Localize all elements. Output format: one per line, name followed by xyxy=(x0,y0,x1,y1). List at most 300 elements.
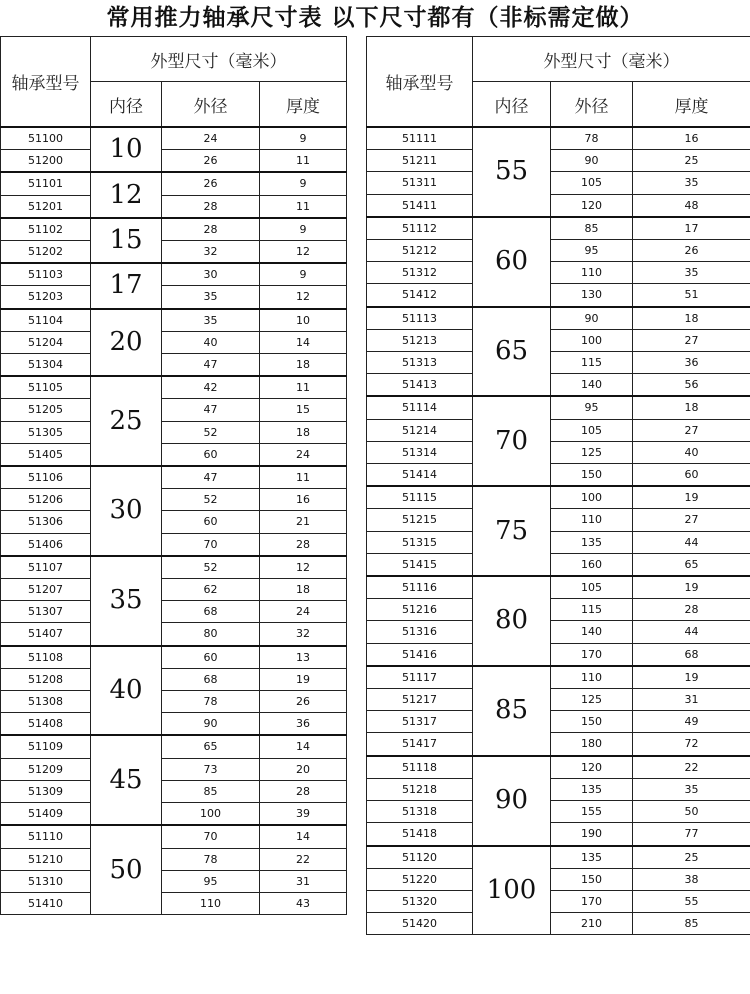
bearing-model-cell: 51100 xyxy=(1,127,91,150)
table-row xyxy=(1,533,347,556)
inner-diameter-cell: 10 xyxy=(91,127,162,172)
thickness-cell: 18 xyxy=(260,354,347,377)
thickness-cell: 19 xyxy=(633,576,750,599)
outer-diameter-cell: 78 xyxy=(162,691,260,713)
inner-diameter-cell: 100 xyxy=(473,846,551,935)
outer-diameter-cell: 60 xyxy=(162,646,260,669)
bearing-model-cell: 51104 xyxy=(1,309,91,332)
table-row xyxy=(1,150,347,173)
thickness-cell: 22 xyxy=(260,848,347,870)
bearing-model-cell: 51115 xyxy=(367,486,473,509)
thickness-cell: 44 xyxy=(633,621,750,643)
inner-diameter-cell: 85 xyxy=(473,666,551,756)
bearing-model-cell: 51411 xyxy=(367,194,473,217)
bearing-model-cell: 51213 xyxy=(367,329,473,351)
bearing-model-cell: 51312 xyxy=(367,262,473,284)
bearing-model-cell: 51418 xyxy=(367,823,473,846)
table-row xyxy=(367,913,750,935)
bearing-model-cell: 51211 xyxy=(367,150,473,172)
bearing-model-cell: 51111 xyxy=(367,127,473,150)
outer-diameter-cell: 80 xyxy=(162,623,260,646)
thickness-cell: 18 xyxy=(260,421,347,443)
bearing-model-cell: 51116 xyxy=(367,576,473,599)
table-row xyxy=(1,421,347,443)
outer-diameter-cell: 125 xyxy=(551,441,633,463)
bearing-model-cell: 51204 xyxy=(1,331,91,353)
bearing-model-cell: 51106 xyxy=(1,466,91,489)
table-row xyxy=(367,509,750,531)
table-row xyxy=(1,848,347,870)
table-row xyxy=(1,376,347,399)
table-row xyxy=(1,218,347,241)
bearing-model-cell: 51200 xyxy=(1,150,91,173)
inner-diameter-cell: 55 xyxy=(473,127,551,217)
outer-diameter-cell: 100 xyxy=(551,486,633,509)
outer-diameter-cell: 140 xyxy=(551,621,633,643)
table-row xyxy=(367,643,750,666)
bearing-model-cell: 51208 xyxy=(1,668,91,690)
inner-diameter-cell: 30 xyxy=(91,466,162,556)
thickness-cell: 10 xyxy=(260,309,347,332)
thickness-cell: 18 xyxy=(633,396,750,419)
header-thickness: 厚度 xyxy=(633,82,750,128)
bearing-model-cell: 51315 xyxy=(367,531,473,553)
thickness-cell: 11 xyxy=(260,195,347,218)
table-row xyxy=(1,443,347,466)
inner-diameter-cell: 50 xyxy=(91,825,162,914)
thickness-cell: 14 xyxy=(260,331,347,353)
thickness-cell: 12 xyxy=(260,286,347,309)
table-row xyxy=(1,623,347,646)
outer-diameter-cell: 42 xyxy=(162,376,260,399)
table-row xyxy=(1,803,347,826)
right-size-table xyxy=(366,36,750,935)
thickness-cell: 56 xyxy=(633,374,750,397)
bearing-model-cell: 51215 xyxy=(367,509,473,531)
outer-diameter-cell: 105 xyxy=(551,172,633,194)
bearing-model-cell: 51214 xyxy=(367,419,473,441)
bearing-model-cell: 51420 xyxy=(367,913,473,935)
bearing-model-cell: 51308 xyxy=(1,691,91,713)
outer-diameter-cell: 47 xyxy=(162,399,260,421)
thickness-cell: 39 xyxy=(260,803,347,826)
table-row xyxy=(1,241,347,264)
outer-diameter-cell: 180 xyxy=(551,733,633,756)
thickness-cell: 14 xyxy=(260,825,347,848)
table-row xyxy=(367,531,750,553)
bearing-model-cell: 51203 xyxy=(1,286,91,309)
thickness-cell: 36 xyxy=(633,352,750,374)
header-dims: 外型尺寸（毫米） xyxy=(473,37,750,82)
thickness-cell: 77 xyxy=(633,823,750,846)
bearing-model-cell: 51107 xyxy=(1,556,91,579)
inner-diameter-cell: 17 xyxy=(91,263,162,308)
outer-diameter-cell: 105 xyxy=(551,576,633,599)
bearing-model-cell: 51317 xyxy=(367,711,473,733)
outer-diameter-cell: 30 xyxy=(162,263,260,286)
outer-diameter-cell: 150 xyxy=(551,464,633,487)
table-row xyxy=(1,601,347,623)
bearing-model-cell: 51311 xyxy=(367,172,473,194)
table-row xyxy=(367,240,750,262)
table-row xyxy=(367,374,750,397)
outer-diameter-cell: 70 xyxy=(162,533,260,556)
thickness-cell: 26 xyxy=(260,691,347,713)
table-row xyxy=(367,284,750,307)
table-row xyxy=(1,127,347,150)
outer-diameter-cell: 160 xyxy=(551,553,633,576)
inner-diameter-cell: 20 xyxy=(91,309,162,377)
thickness-cell: 11 xyxy=(260,150,347,173)
table-row xyxy=(367,868,750,890)
outer-diameter-cell: 105 xyxy=(551,419,633,441)
outer-diameter-cell: 35 xyxy=(162,309,260,332)
thickness-cell: 35 xyxy=(633,778,750,800)
bearing-model-cell: 51209 xyxy=(1,758,91,780)
table-row xyxy=(1,489,347,511)
bearing-model-cell: 51414 xyxy=(367,464,473,487)
outer-diameter-cell: 90 xyxy=(551,150,633,172)
header-thickness: 厚度 xyxy=(260,82,347,128)
bearing-model-cell: 51416 xyxy=(367,643,473,666)
outer-diameter-cell: 110 xyxy=(551,509,633,531)
thickness-cell: 44 xyxy=(633,531,750,553)
thickness-cell: 9 xyxy=(260,127,347,150)
table-row xyxy=(367,441,750,463)
bearing-model-cell: 51417 xyxy=(367,733,473,756)
table-row xyxy=(367,127,750,150)
inner-diameter-cell: 65 xyxy=(473,307,551,397)
table-row xyxy=(367,711,750,733)
bearing-model-cell: 51108 xyxy=(1,646,91,669)
outer-diameter-cell: 170 xyxy=(551,890,633,912)
outer-diameter-cell: 135 xyxy=(551,778,633,800)
page-title: 常用推力轴承尺寸表 以下尺寸都有（非标需定做） xyxy=(106,5,644,31)
outer-diameter-cell: 155 xyxy=(551,801,633,823)
thickness-cell: 9 xyxy=(260,218,347,241)
bearing-model-cell: 51105 xyxy=(1,376,91,399)
header-outer: 外径 xyxy=(162,82,260,128)
thickness-cell: 24 xyxy=(260,443,347,466)
thickness-cell: 38 xyxy=(633,868,750,890)
bearing-model-cell: 51206 xyxy=(1,489,91,511)
thickness-cell: 21 xyxy=(260,511,347,533)
outer-diameter-cell: 52 xyxy=(162,556,260,579)
bearing-model-cell: 51412 xyxy=(367,284,473,307)
header-model: 轴承型号 xyxy=(367,37,473,128)
table-row xyxy=(1,735,347,758)
outer-diameter-cell: 52 xyxy=(162,421,260,443)
bearing-model-cell: 51103 xyxy=(1,263,91,286)
table-row xyxy=(367,352,750,374)
thickness-cell: 31 xyxy=(260,870,347,892)
table-row xyxy=(367,553,750,576)
outer-diameter-cell: 73 xyxy=(162,758,260,780)
outer-diameter-cell: 28 xyxy=(162,218,260,241)
inner-diameter-cell: 45 xyxy=(91,735,162,825)
outer-diameter-cell: 52 xyxy=(162,489,260,511)
thickness-cell: 20 xyxy=(260,758,347,780)
table-row xyxy=(1,668,347,690)
outer-diameter-cell: 62 xyxy=(162,579,260,601)
outer-diameter-cell: 85 xyxy=(162,780,260,802)
outer-diameter-cell: 125 xyxy=(551,689,633,711)
outer-diameter-cell: 47 xyxy=(162,466,260,489)
thickness-cell: 19 xyxy=(633,666,750,689)
bearing-model-cell: 51310 xyxy=(1,870,91,892)
table-row xyxy=(1,713,347,736)
table-row xyxy=(367,576,750,599)
thickness-cell: 27 xyxy=(633,419,750,441)
thickness-cell: 19 xyxy=(260,668,347,690)
header-dims: 外型尺寸（毫米） xyxy=(91,37,347,82)
table-row xyxy=(1,691,347,713)
outer-diameter-cell: 190 xyxy=(551,823,633,846)
outer-diameter-cell: 95 xyxy=(551,396,633,419)
outer-diameter-cell: 110 xyxy=(162,892,260,914)
outer-diameter-cell: 78 xyxy=(551,127,633,150)
thickness-cell: 48 xyxy=(633,194,750,217)
bearing-model-cell: 51309 xyxy=(1,780,91,802)
thickness-cell: 15 xyxy=(260,399,347,421)
outer-diameter-cell: 95 xyxy=(162,870,260,892)
table-row xyxy=(1,331,347,353)
outer-diameter-cell: 26 xyxy=(162,172,260,195)
bearing-model-cell: 51112 xyxy=(367,217,473,240)
table-row xyxy=(367,823,750,846)
thickness-cell: 35 xyxy=(633,262,750,284)
table-row xyxy=(1,172,347,195)
outer-diameter-cell: 70 xyxy=(162,825,260,848)
table-row xyxy=(367,621,750,643)
bearing-model-cell: 51205 xyxy=(1,399,91,421)
thickness-cell: 19 xyxy=(633,486,750,509)
table-row xyxy=(1,579,347,601)
table-row xyxy=(367,733,750,756)
thickness-cell: 24 xyxy=(260,601,347,623)
header-inner: 内径 xyxy=(473,82,551,128)
outer-diameter-cell: 120 xyxy=(551,194,633,217)
outer-diameter-cell: 28 xyxy=(162,195,260,218)
outer-diameter-cell: 40 xyxy=(162,331,260,353)
table-row xyxy=(367,172,750,194)
outer-diameter-cell: 90 xyxy=(162,713,260,736)
table-row xyxy=(1,511,347,533)
thickness-cell: 43 xyxy=(260,892,347,914)
inner-diameter-cell: 35 xyxy=(91,556,162,646)
table-row xyxy=(1,758,347,780)
outer-diameter-cell: 110 xyxy=(551,666,633,689)
bearing-model-cell: 51110 xyxy=(1,825,91,848)
left-table-body xyxy=(1,127,347,915)
bearing-model-cell: 51413 xyxy=(367,374,473,397)
table-row xyxy=(1,892,347,914)
thickness-cell: 9 xyxy=(260,263,347,286)
right-table-body xyxy=(367,127,750,935)
table-row xyxy=(367,599,750,621)
thickness-cell: 65 xyxy=(633,553,750,576)
thickness-cell: 28 xyxy=(260,780,347,802)
bearing-model-cell: 51120 xyxy=(367,846,473,869)
table-row xyxy=(1,825,347,848)
thickness-cell: 9 xyxy=(260,172,347,195)
thickness-cell: 32 xyxy=(260,623,347,646)
table-row xyxy=(1,399,347,421)
bearing-model-cell: 51305 xyxy=(1,421,91,443)
thickness-cell: 11 xyxy=(260,466,347,489)
outer-diameter-cell: 140 xyxy=(551,374,633,397)
thickness-cell: 18 xyxy=(260,579,347,601)
thickness-cell: 85 xyxy=(633,913,750,935)
table-row xyxy=(367,890,750,912)
table-row xyxy=(367,486,750,509)
outer-diameter-cell: 100 xyxy=(551,329,633,351)
outer-diameter-cell: 120 xyxy=(551,756,633,779)
table-row xyxy=(1,466,347,489)
thickness-cell: 28 xyxy=(260,533,347,556)
outer-diameter-cell: 68 xyxy=(162,601,260,623)
table-row xyxy=(367,150,750,172)
thickness-cell: 68 xyxy=(633,643,750,666)
bearing-model-cell: 51218 xyxy=(367,778,473,800)
bearing-model-cell: 51113 xyxy=(367,307,473,330)
bearing-model-cell: 51406 xyxy=(1,533,91,556)
thickness-cell: 18 xyxy=(633,307,750,330)
inner-diameter-cell: 12 xyxy=(91,172,162,217)
outer-diameter-cell: 170 xyxy=(551,643,633,666)
thickness-cell: 60 xyxy=(633,464,750,487)
thickness-cell: 55 xyxy=(633,890,750,912)
outer-diameter-cell: 60 xyxy=(162,443,260,466)
thickness-cell: 28 xyxy=(633,599,750,621)
outer-diameter-cell: 26 xyxy=(162,150,260,173)
header-inner: 内径 xyxy=(91,82,162,128)
bearing-model-cell: 51212 xyxy=(367,240,473,262)
inner-diameter-cell: 70 xyxy=(473,396,551,486)
outer-diameter-cell: 95 xyxy=(551,240,633,262)
table-row xyxy=(367,689,750,711)
table-row xyxy=(1,780,347,802)
bearing-model-cell: 51102 xyxy=(1,218,91,241)
inner-diameter-cell: 80 xyxy=(473,576,551,666)
bearing-model-cell: 51217 xyxy=(367,689,473,711)
bearing-model-cell: 51320 xyxy=(367,890,473,912)
left-size-table xyxy=(0,36,347,915)
outer-diameter-cell: 210 xyxy=(551,913,633,935)
thickness-cell: 25 xyxy=(633,846,750,869)
table-row xyxy=(367,756,750,779)
table-row xyxy=(1,646,347,669)
tables-container xyxy=(0,36,750,980)
bearing-model-cell: 51207 xyxy=(1,579,91,601)
table-row xyxy=(367,329,750,351)
outer-diameter-cell: 135 xyxy=(551,846,633,869)
table-row xyxy=(1,309,347,332)
table-row xyxy=(367,396,750,419)
outer-diameter-cell: 65 xyxy=(162,735,260,758)
table-row xyxy=(1,556,347,579)
header-outer: 外径 xyxy=(551,82,633,128)
bearing-model-cell: 51201 xyxy=(1,195,91,218)
thickness-cell: 36 xyxy=(260,713,347,736)
thickness-cell: 13 xyxy=(260,646,347,669)
thickness-cell: 16 xyxy=(260,489,347,511)
bearing-model-cell: 51304 xyxy=(1,354,91,377)
thickness-cell: 51 xyxy=(633,284,750,307)
thickness-cell: 26 xyxy=(633,240,750,262)
inner-diameter-cell: 25 xyxy=(91,376,162,466)
thickness-cell: 35 xyxy=(633,172,750,194)
bearing-model-cell: 51307 xyxy=(1,601,91,623)
outer-diameter-cell: 115 xyxy=(551,352,633,374)
outer-diameter-cell: 24 xyxy=(162,127,260,150)
bearing-model-cell: 51313 xyxy=(367,352,473,374)
outer-diameter-cell: 85 xyxy=(551,217,633,240)
bearing-model-cell: 51415 xyxy=(367,553,473,576)
outer-diameter-cell: 32 xyxy=(162,241,260,264)
bearing-model-cell: 51318 xyxy=(367,801,473,823)
bearing-model-cell: 51306 xyxy=(1,511,91,533)
table-row xyxy=(367,217,750,240)
outer-diameter-cell: 135 xyxy=(551,531,633,553)
bearing-model-cell: 51114 xyxy=(367,396,473,419)
thickness-cell: 12 xyxy=(260,556,347,579)
bearing-model-cell: 51405 xyxy=(1,443,91,466)
thickness-cell: 31 xyxy=(633,689,750,711)
bearing-model-cell: 51101 xyxy=(1,172,91,195)
table-row xyxy=(367,778,750,800)
thickness-cell: 40 xyxy=(633,441,750,463)
bearing-model-cell: 51408 xyxy=(1,713,91,736)
outer-diameter-cell: 47 xyxy=(162,354,260,377)
outer-diameter-cell: 35 xyxy=(162,286,260,309)
table-row xyxy=(367,846,750,869)
outer-diameter-cell: 78 xyxy=(162,848,260,870)
outer-diameter-cell: 60 xyxy=(162,511,260,533)
bearing-model-cell: 51407 xyxy=(1,623,91,646)
outer-diameter-cell: 150 xyxy=(551,711,633,733)
bearing-model-cell: 51409 xyxy=(1,803,91,826)
inner-diameter-cell: 90 xyxy=(473,756,551,846)
bearing-model-cell: 51220 xyxy=(367,868,473,890)
table-row xyxy=(367,194,750,217)
table-row xyxy=(1,286,347,309)
thickness-cell: 11 xyxy=(260,376,347,399)
bearing-model-cell: 51314 xyxy=(367,441,473,463)
outer-diameter-cell: 90 xyxy=(551,307,633,330)
bearing-model-cell: 51109 xyxy=(1,735,91,758)
table-row xyxy=(1,195,347,218)
bearing-model-cell: 51216 xyxy=(367,599,473,621)
outer-diameter-cell: 68 xyxy=(162,668,260,690)
table-row xyxy=(367,307,750,330)
bearing-model-cell: 51118 xyxy=(367,756,473,779)
outer-diameter-cell: 100 xyxy=(162,803,260,826)
thickness-cell: 72 xyxy=(633,733,750,756)
inner-diameter-cell: 75 xyxy=(473,486,551,576)
table-row xyxy=(367,262,750,284)
table-row xyxy=(367,419,750,441)
thickness-cell: 25 xyxy=(633,150,750,172)
table-row xyxy=(1,870,347,892)
thickness-cell: 17 xyxy=(633,217,750,240)
outer-diameter-cell: 110 xyxy=(551,262,633,284)
header-model: 轴承型号 xyxy=(1,37,91,128)
outer-diameter-cell: 150 xyxy=(551,868,633,890)
bearing-model-cell: 51117 xyxy=(367,666,473,689)
thickness-cell: 22 xyxy=(633,756,750,779)
thickness-cell: 50 xyxy=(633,801,750,823)
